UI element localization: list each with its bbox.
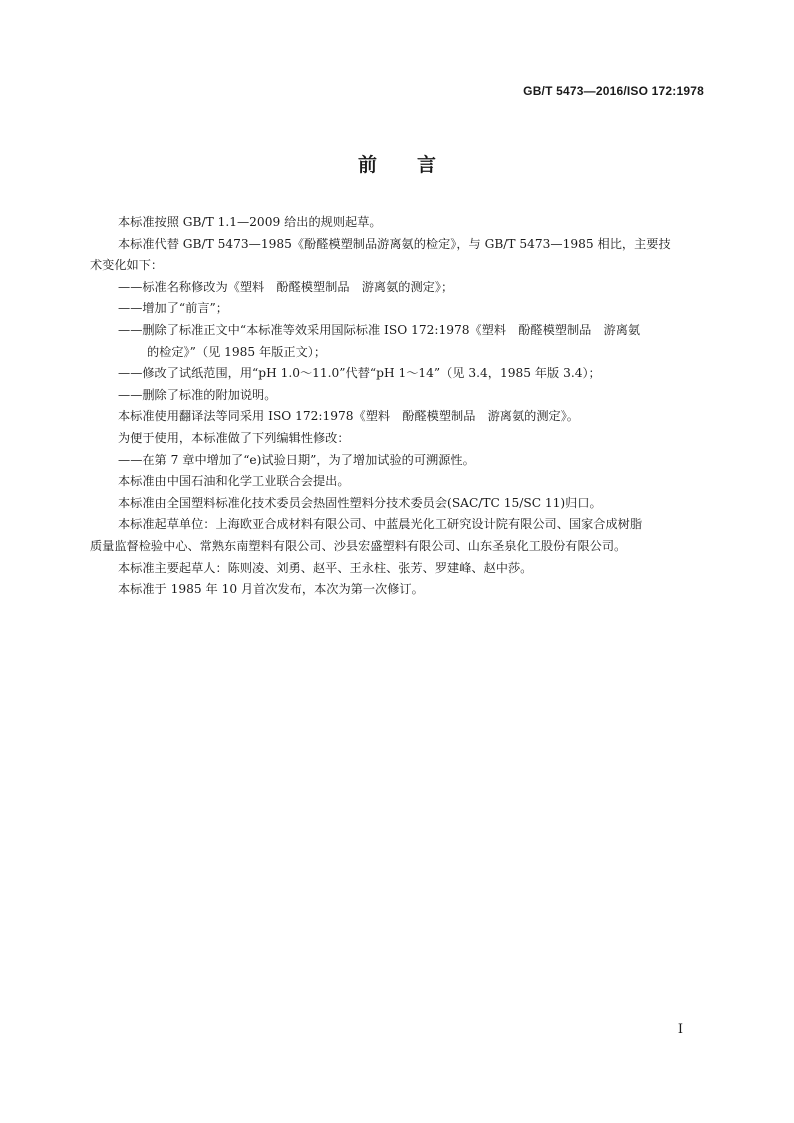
paragraph-release-history: 本标准于 1985 年 10 月首次发布，本次为第一次修订。	[118, 582, 424, 597]
paragraph-centralized-by: 本标准由全国塑料标准化技术委员会热固性塑料分技术委员会(SAC/TC 15/SC 11)归口。	[118, 495, 602, 510]
paragraph-translation: 本标准使用翻译法等同采用 ISO 172:1978《塑料 酚醛模塑制品 游离氨的测定》。	[118, 409, 579, 424]
paragraph-drafting-units-continued: 质量监督检验中心、常熟东南塑料有限公司、沙县宏盛塑料有限公司、山东圣泉化工股份有限公司。	[90, 538, 627, 553]
paragraph-drafting-rules: 本标准按照 GB/T 1.1—2009 给出的规则起草。	[118, 215, 382, 229]
page-number: I	[677, 1022, 683, 1037]
foreword-body	[90, 212, 705, 601]
list-item-removed-statement: ——删除了标准正文中“本标准等效采用国际标准 ISO 172:1978《塑料 酚醛模塑制品 游离氨	[118, 322, 641, 337]
list-item-removed-statement-continued: 的检定》”（见 1985 年版正文）；	[147, 344, 327, 359]
list-item-name-change: ——标准名称修改为《塑料 酚醛模塑制品 游离氨的测定》；	[118, 279, 454, 294]
paragraph-proposed-by: 本标准由中国石油和化学工业联合会提出。	[118, 474, 350, 489]
paragraph-drafters: 本标准主要起草人：陈则凌、刘勇、赵平、王永柱、张芳、罗建峰、赵中莎。	[118, 560, 533, 575]
paragraph-replaces-continued: 术变化如下：	[90, 258, 164, 273]
list-item-ph-range: ——修改了试纸范围，用“pH 1.0～11.0”代替“pH 1～14”（见 3.4，1985 年版 3.4）；	[118, 366, 601, 381]
list-item-appendix-removed: ——删除了标准的附加说明。	[118, 387, 277, 402]
page-title: 前言	[357, 154, 476, 176]
paragraph-editorial: 为便于使用，本标准做了下列编辑性修改：	[118, 430, 350, 445]
paragraph-drafting-units: 本标准起草单位：上海欧亚合成材料有限公司、中蓝晨光化工研究设计院有限公司、国家合成树脂	[118, 517, 643, 532]
paragraph-replaces: 本标准代替 GB/T 5473—1985《酚醛模塑制品游离氨的检定》，与 GB/T 5473—1985 相比，主要技	[118, 236, 671, 251]
standard-code: GB/T 5473—2016/ISO 172:1978	[523, 84, 704, 98]
list-item-test-date: ——在第 7 章中增加了“e)试验日期”，为了增加试验的可溯源性。	[118, 452, 475, 467]
list-item-foreword-added: ——增加了“前言”；	[118, 301, 228, 316]
